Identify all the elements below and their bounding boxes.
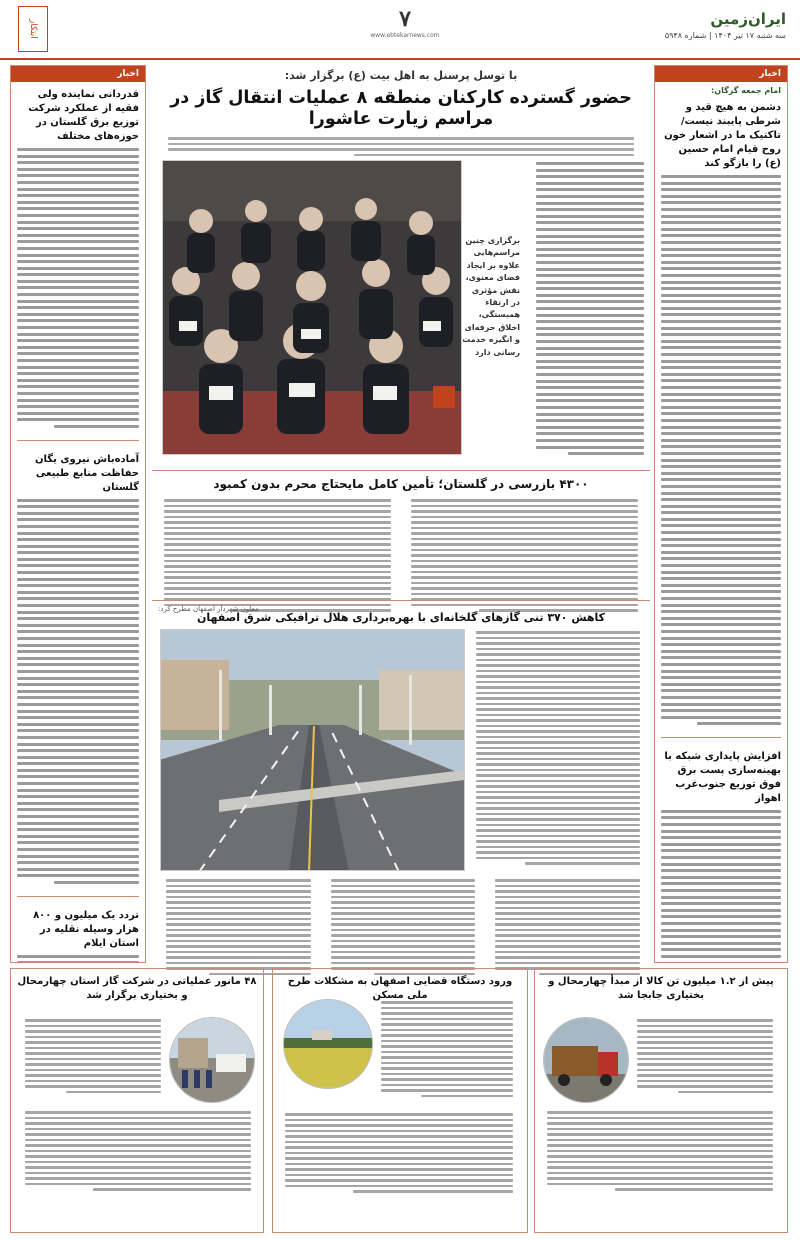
article-body (655, 173, 787, 731)
main-kicker: با توسل پرسنل به اهل بیت (ع) برگزار شد: (284, 69, 518, 82)
inspection-story (152, 470, 650, 598)
bottom-story-housing (272, 968, 528, 1233)
bottom-story-body (375, 999, 519, 1102)
highway-photo-image (160, 630, 464, 871)
right-news-column (654, 65, 788, 963)
truck-photo (543, 1017, 629, 1103)
story-body-bottom (160, 877, 646, 980)
bottom-story-title[interactable]: ۴۸ مانور عملیاتی در شرکت گاز استان چهارمحال و بختیاری برگزار شد (17, 976, 257, 1001)
article-kicker: امام جمعه گرگان: (711, 86, 781, 95)
drill-photo-image (169, 1018, 254, 1103)
main-headline[interactable]: حضور گسترده کارکنان منطقه ۸ عملیات انتقال گاز در مراسم زیارت عاشورا (170, 88, 632, 129)
ceremony-photo (162, 160, 462, 455)
photo-caption: برگزاری چنین مراسم‌هایی علاوه بر ایجاد فضای معنوی، نقش مؤثری در ارتقاء همبستگی، اخلاق حرفه‌ای و انگیزه خدمت رسانی دارد (462, 236, 520, 357)
article-title[interactable]: قدردانی نماینده ولی فقیه از عملکرد شرکت توزیع برق گلستان در حوزه‌های مختلف (28, 89, 139, 142)
newspaper-logo: ابتکار (18, 6, 48, 52)
divider (661, 737, 781, 738)
masthead (0, 0, 800, 60)
divider (17, 440, 139, 441)
bottom-story-transport (534, 968, 788, 1233)
ceremony-photo-image (162, 161, 461, 455)
divider (17, 896, 139, 897)
story-headline[interactable]: ۴۳۰۰ بازرسی در گلستان؛ تأمین کامل مایحتاج محرم بدون کمبود (213, 477, 589, 491)
story-body (152, 491, 650, 617)
bottom-story-body (631, 1017, 779, 1098)
highway-photo (160, 629, 465, 871)
drill-photo (169, 1017, 255, 1103)
truck-photo-image (543, 1018, 628, 1103)
bottom-story-body (19, 1017, 167, 1098)
bottom-story-gas-drills (10, 968, 264, 1233)
masthead-section (665, 10, 786, 40)
article-body (655, 808, 787, 963)
article-body (11, 953, 145, 963)
field-photo-image (283, 1000, 372, 1089)
main-story (152, 65, 650, 465)
column-tag: اخبار (655, 66, 787, 82)
left-news-column (10, 65, 146, 963)
page-number: ۷ (399, 6, 411, 32)
traffic-ring-story (152, 600, 650, 962)
bottom-story-title[interactable]: ورود دستگاه قضایی اصفهان به مشکلات طرح ملی مسکن (287, 976, 513, 1001)
story-headline[interactable]: کاهش ۳۷۰ تنی گازهای گلخانه‌ای با بهره‌برداری هلال ترافیکی شرق اصفهان (196, 611, 606, 624)
article-title[interactable]: آماده‌باش نیروی یگان حفاظت منابع طبیعی گلستان (35, 453, 139, 493)
site-url[interactable]: www.ebtekarnews.com (370, 32, 440, 39)
column-tag: اخبار (11, 66, 145, 82)
story-kicker: معاون شهردار اصفهان مطرح کرد: (158, 605, 259, 613)
article-body (11, 146, 145, 434)
bottom-story-title[interactable]: پیش از ۱.۲ میلیون تن کالا از مبدأ چهارمحال و بختیاری جابجا شد (548, 976, 774, 1001)
article-body (11, 497, 145, 890)
main-story-body (530, 160, 650, 461)
bottom-story-body (541, 1109, 779, 1196)
issue-line: سه شنبه ۱۷ تیر ۱۴۰۴ | شماره ۵۹۴۸ (664, 31, 786, 40)
article-title[interactable]: افزایش پایداری شبکه با بهینه‌سازی پست برق فوق توزیع جنوب‌غرب اهواز (664, 750, 781, 804)
section-name: ایران‌زمین (710, 10, 786, 28)
field-photo (283, 999, 373, 1089)
article-title[interactable]: تردد یک میلیون و ۸۰۰ هزار وسیله نقلیه در استان ایلام (33, 909, 139, 949)
main-lead (162, 135, 640, 161)
page-number-block (370, 6, 440, 39)
bottom-story-body (19, 1109, 257, 1196)
story-body (470, 629, 646, 870)
bottom-story-body (279, 1111, 519, 1198)
article-title[interactable]: دشمن به هیچ قید و شرطی پایبند نیست/ تاکتیک ما در اشعار خون روح قیام امام حسین (ع) را بازگو کند (664, 102, 781, 169)
